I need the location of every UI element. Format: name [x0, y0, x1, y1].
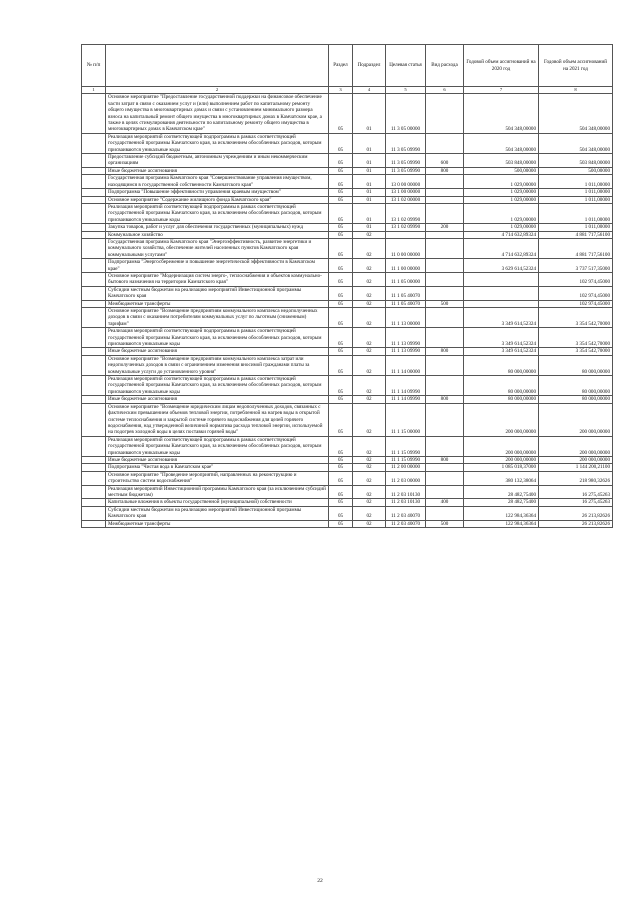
table-row: [82, 175, 613, 189]
table-row: [82, 94, 613, 133]
amount-2020-cell: 80 000,00000: [464, 355, 539, 375]
expense-type-cell: [426, 376, 464, 396]
expense-type-cell: [426, 231, 464, 238]
row-number-cell: [82, 286, 106, 300]
amount-2021-cell: 504 348,00000: [539, 133, 613, 153]
expense-type-cell: [426, 328, 464, 348]
podrazdel-cell: 01: [353, 175, 386, 189]
row-number-cell: [82, 224, 106, 231]
item-name-cell: Субсидии местным бюджетам на реализацию мероприятий Инвестиционной программы Камчатского края: [106, 506, 329, 520]
item-name-cell: Предоставление субсидий бюджетным, автономным учреждениям и иным некоммерческим организациям: [106, 154, 329, 168]
header-amount-2020: Годовой объем ассигнований на 2020 год: [464, 45, 539, 87]
amount-2021-cell: 4 881 717,56100: [539, 231, 613, 238]
amount-2020-cell: 80 000,00000: [464, 396, 539, 403]
podrazdel-cell: 02: [353, 403, 386, 436]
header-name: [106, 45, 329, 87]
podrazdel-cell: 02: [353, 436, 386, 456]
podrazdel-cell: 02: [353, 376, 386, 396]
amount-2021-cell: 504 348,00000: [539, 94, 613, 133]
row-number-cell: [82, 355, 106, 375]
row-number-cell: [82, 308, 106, 328]
expense-type-cell: [426, 308, 464, 328]
amount-2020-cell: [464, 286, 539, 300]
razdel-cell: 05: [329, 348, 353, 355]
amount-2020-cell: [464, 272, 539, 286]
amount-2021-cell: 3 737 517,35000: [539, 259, 613, 273]
page-number: 22: [317, 878, 323, 884]
expense-type-cell: 200: [426, 224, 464, 231]
table-row: [82, 376, 613, 396]
amount-2021-cell: 200 000,00000: [539, 436, 613, 456]
razdel-cell: 05: [329, 376, 353, 396]
item-name-cell: Подпрограмма "Энергосбережение и повышение энергетической эффективности в Камчатском крае": [106, 259, 329, 273]
razdel-cell: 05: [329, 203, 353, 223]
podrazdel-cell: 02: [353, 520, 386, 527]
item-name-cell: Основное мероприятие "Возмещение предприятиям коммунального комплекса затрат или недополученных доходов в связи с ограничением изменения вносимой гражданами платы за коммунальные услуги до установленного уровня": [106, 355, 329, 375]
column-index: 2: [106, 87, 329, 94]
expense-type-cell: [426, 471, 464, 485]
table-row: [82, 231, 613, 238]
expense-type-cell: 400: [426, 499, 464, 506]
column-index: 5: [386, 87, 426, 94]
target-article-cell: 11 1 05 40070: [386, 300, 426, 307]
table-row: [82, 308, 613, 328]
amount-2021-cell: 1 011,00000: [539, 175, 613, 189]
amount-2020-cell: 504 348,00000: [464, 133, 539, 153]
target-article-cell: 11 3 05 00000: [386, 94, 426, 133]
target-article-cell: 11 2 03 40070: [386, 520, 426, 527]
row-number-cell: [82, 485, 106, 499]
amount-2020-cell: 28 482,75400: [464, 485, 539, 499]
row-number-cell: [82, 520, 106, 527]
expense-type-cell: 800: [426, 456, 464, 463]
expense-type-cell: [426, 203, 464, 223]
target-article-cell: 11 2 00 00000: [386, 464, 426, 471]
razdel-cell: 05: [329, 308, 353, 328]
amount-2020-cell: 3 349 614,52324: [464, 348, 539, 355]
row-number-cell: [82, 348, 106, 355]
podrazdel-cell: 01: [353, 189, 386, 196]
row-number-cell: [82, 436, 106, 456]
razdel-cell: 05: [329, 520, 353, 527]
expense-type-cell: [426, 259, 464, 273]
podrazdel-cell: 02: [353, 272, 386, 286]
item-name-cell: Межбюджетные трансферты: [106, 300, 329, 307]
razdel-cell: 05: [329, 286, 353, 300]
amount-2020-cell: 3 629 614,52324: [464, 259, 539, 273]
expense-type-cell: [426, 403, 464, 436]
amount-2021-cell: 26 213,82626: [539, 520, 613, 527]
table-row: [82, 328, 613, 348]
target-article-cell: 11 2 03 00000: [386, 471, 426, 485]
amount-2021-cell: 1 011,00000: [539, 203, 613, 223]
razdel-cell: 05: [329, 485, 353, 499]
target-article-cell: 11 1 00 00000: [386, 259, 426, 273]
amount-2021-cell: 1 011,00000: [539, 224, 613, 231]
podrazdel-cell: 01: [353, 167, 386, 174]
amount-2020-cell: 80 000,00000: [464, 376, 539, 396]
item-name-cell: Государственная программа Камчатского края "Совершенствование управления имуществом, находящимся в государственной собственности Камчатского края": [106, 175, 329, 189]
table-row: [82, 520, 613, 527]
amount-2021-cell: 102 974,45000: [539, 272, 613, 286]
amount-2020-cell: 200 000,00000: [464, 436, 539, 456]
expense-type-cell: [426, 189, 464, 196]
razdel-cell: 05: [329, 259, 353, 273]
row-number-cell: [82, 403, 106, 436]
table-row: [82, 272, 613, 286]
target-article-cell: 11 1 15 00000: [386, 403, 426, 436]
expense-type-cell: [426, 94, 464, 133]
table-row: [82, 348, 613, 355]
target-article-cell: 13 1 02 09990: [386, 224, 426, 231]
amount-2020-cell: 504 348,00000: [464, 94, 539, 133]
table-row: [82, 499, 613, 506]
row-number-cell: [82, 499, 106, 506]
row-number-cell: [82, 133, 106, 153]
item-name-cell: Основное мероприятие "Предоставление государственной поддержки на финансовое обеспечение части затрат в связи с оказанием услуг и (или) выполнением работ по капитальному ремонту общего имущества в многоквартирных домах и связи с установлением минимального размера взноса на капитальный ремонт общего имущества в многоквартирных домах в Камчатском крае, а также в целях стимулирования деятельности по капитальному ремонту общего имущества в многоквартирных домах в Камчатском крае": [106, 94, 329, 133]
podrazdel-cell: 02: [353, 259, 386, 273]
target-article-cell: 13 1 02 09990: [386, 203, 426, 223]
amount-2021-cell: 80 000,00000: [539, 376, 613, 396]
podrazdel-cell: 01: [353, 224, 386, 231]
item-name-cell: Основное мероприятие "Проведение мероприятий, направленных на реконструкцию и строительство систем водоснабжения": [106, 471, 329, 485]
expense-type-cell: [426, 272, 464, 286]
header-amount-2021: Годовой объем ассигнований на 2021 год: [539, 45, 613, 87]
amount-2021-cell: 1 011,00000: [539, 189, 613, 196]
amount-2021-cell: 3 354 542,70000: [539, 308, 613, 328]
podrazdel-cell: 02: [353, 464, 386, 471]
target-article-cell: 11 1 14 09990: [386, 376, 426, 396]
item-name-cell: Подпрограмма "Повышение эффективности управления краевым имуществом": [106, 189, 329, 196]
target-article-cell: 11 1 15 09990: [386, 456, 426, 463]
target-article-cell: 13 1 02 00000: [386, 196, 426, 203]
razdel-cell: 05: [329, 231, 353, 238]
razdel-cell: 05: [329, 196, 353, 203]
amount-2020-cell: 4 714 632,89324: [464, 231, 539, 238]
expense-type-cell: [426, 464, 464, 471]
budget-table: [81, 44, 613, 528]
table-row: [82, 355, 613, 375]
column-index: 6: [426, 87, 464, 94]
podrazdel-cell: 02: [353, 308, 386, 328]
podrazdel-cell: 02: [353, 396, 386, 403]
expense-type-cell: [426, 196, 464, 203]
podrazdel-cell: 01: [353, 154, 386, 168]
razdel-cell: 05: [329, 403, 353, 436]
podrazdel-cell: 02: [353, 286, 386, 300]
amount-2020-cell: 200 000,00000: [464, 456, 539, 463]
header-target-article: Целевая статья: [386, 45, 426, 87]
target-article-cell: 11 1 13 09990: [386, 328, 426, 348]
item-name-cell: Межбюджетные трансферты: [106, 520, 329, 527]
amount-2021-cell: 16 275,45263: [539, 499, 613, 506]
podrazdel-cell: 02: [353, 499, 386, 506]
amount-2021-cell: 500,00000: [539, 167, 613, 174]
razdel-cell: 05: [329, 396, 353, 403]
amount-2020-cell: 503 848,00000: [464, 154, 539, 168]
amount-2020-cell: 1 085 018,37000: [464, 464, 539, 471]
expense-type-cell: 800: [426, 167, 464, 174]
podrazdel-cell: 02: [353, 348, 386, 355]
row-number-cell: [82, 167, 106, 174]
table-row: [82, 286, 613, 300]
razdel-cell: 05: [329, 189, 353, 196]
item-name-cell: Иные бюджетные ассигнования: [106, 348, 329, 355]
amount-2020-cell: 500,00000: [464, 167, 539, 174]
item-name-cell: Иные бюджетные ассигнования: [106, 456, 329, 463]
item-name-cell: Реализация мероприятий соответствующей подпрограммы в рамках соответствующей государственной программы Камчатского края, за исключением обособленных расходов, которым присваиваются уникальные коды: [106, 203, 329, 223]
item-name-cell: Основное мероприятие "Модернизация систем энерго-, теплоснабжения и объектов коммунально-бытового назначения на территории Камчатского края": [106, 272, 329, 286]
amount-2021-cell: 3 354 542,70000: [539, 328, 613, 348]
target-article-cell: 11 2 03 10130: [386, 485, 426, 499]
table-row: [82, 189, 613, 196]
amount-2020-cell: 28 482,75400: [464, 499, 539, 506]
row-number-cell: [82, 300, 106, 307]
amount-2020-cell: 4 714 632,89324: [464, 238, 539, 258]
row-number-cell: [82, 238, 106, 258]
table-row: [82, 471, 613, 485]
podrazdel-cell: 02: [353, 231, 386, 238]
row-number-cell: [82, 456, 106, 463]
target-article-cell: 11 1 05 00000: [386, 272, 426, 286]
item-name-cell: Реализация мероприятий соответствующей подпрограммы в рамках соответствующей государственной программы Камчатского края, за исключением обособленных расходов, которым присваиваются уникальные коды: [106, 328, 329, 348]
podrazdel-cell: 02: [353, 238, 386, 258]
expense-type-cell: [426, 238, 464, 258]
column-index-row: [82, 87, 613, 94]
target-article-cell: 11 1 15 09990: [386, 436, 426, 456]
amount-2020-cell: 1 029,00000: [464, 224, 539, 231]
column-index: 3: [329, 87, 353, 94]
razdel-cell: 05: [329, 456, 353, 463]
amount-2020-cell: 1 029,00000: [464, 196, 539, 203]
target-article-cell: 11 1 13 00000: [386, 308, 426, 328]
amount-2021-cell: 218 980,32626: [539, 471, 613, 485]
amount-2021-cell: 503 848,00000: [539, 154, 613, 168]
table-row: [82, 196, 613, 203]
item-name-cell: Подпрограмма "Чистая вода в Камчатском крае": [106, 464, 329, 471]
podrazdel-cell: 02: [353, 355, 386, 375]
expense-type-cell: 600: [426, 154, 464, 168]
row-number-cell: [82, 189, 106, 196]
expense-type-cell: [426, 175, 464, 189]
row-number-cell: [82, 471, 106, 485]
table-row: [82, 403, 613, 436]
table-row: [82, 485, 613, 499]
header-number: № п/п: [82, 45, 106, 87]
table-row: [82, 456, 613, 463]
table-row: [82, 133, 613, 153]
amount-2020-cell: 1 029,00000: [464, 175, 539, 189]
row-number-cell: [82, 175, 106, 189]
item-name-cell: Реализация мероприятий соответствующей подпрограммы в рамках соответствующей государственной программы Камчатского края, за исключением обособленных расходов, которым присваиваются уникальные коды: [106, 133, 329, 153]
target-article-cell: 11 1 13 09990: [386, 348, 426, 355]
header-podrazdel: Подраздел: [353, 45, 386, 87]
amount-2020-cell: 380 132,38064: [464, 471, 539, 485]
header-razdel: Раздел: [329, 45, 353, 87]
amount-2020-cell: 122 984,36364: [464, 520, 539, 527]
amount-2021-cell: 102 974,45000: [539, 300, 613, 307]
amount-2020-cell: 200 000,00000: [464, 403, 539, 436]
table-row: [82, 238, 613, 258]
item-name-cell: Иные бюджетные ассигнования: [106, 167, 329, 174]
amount-2020-cell: 122 984,36364: [464, 506, 539, 520]
target-article-cell: [386, 231, 426, 238]
expense-type-cell: [426, 133, 464, 153]
razdel-cell: 05: [329, 94, 353, 133]
razdel-cell: 05: [329, 300, 353, 307]
podrazdel-cell: 02: [353, 456, 386, 463]
header-expense-type: Вид расхода: [426, 45, 464, 87]
row-number-cell: [82, 328, 106, 348]
razdel-cell: 05: [329, 238, 353, 258]
amount-2020-cell: 3 349 614,52324: [464, 328, 539, 348]
item-name-cell: Реализация мероприятий соответствующей подпрограммы в рамках соответствующей государственной программы Камчатского края, за исключением обособленных расходов, которым присваиваются уникальные коды: [106, 436, 329, 456]
razdel-cell: 05: [329, 471, 353, 485]
target-article-cell: 13 1 00 00000: [386, 189, 426, 196]
razdel-cell: 05: [329, 175, 353, 189]
amount-2021-cell: 4 881 717,56100: [539, 238, 613, 258]
amount-2021-cell: 1 144 200,21100: [539, 464, 613, 471]
expense-type-cell: [426, 436, 464, 456]
amount-2020-cell: [464, 300, 539, 307]
row-number-cell: [82, 203, 106, 223]
amount-2021-cell: 16 275,45263: [539, 485, 613, 499]
amount-2020-cell: 3 349 614,52324: [464, 308, 539, 328]
amount-2021-cell: 80 000,00000: [539, 396, 613, 403]
razdel-cell: 05: [329, 464, 353, 471]
amount-2021-cell: 200 000,00000: [539, 456, 613, 463]
row-number-cell: [82, 506, 106, 520]
target-article-cell: 11 1 05 40070: [386, 286, 426, 300]
item-name-cell: Реализация мероприятий Инвестиционной программы Камчатского края (за исключением субсидий местным бюджетам): [106, 485, 329, 499]
razdel-cell: 05: [329, 328, 353, 348]
amount-2021-cell: 80 000,00000: [539, 355, 613, 375]
expense-type-cell: 800: [426, 396, 464, 403]
podrazdel-cell: 01: [353, 133, 386, 153]
expense-type-cell: [426, 485, 464, 499]
table-header-row: [82, 45, 613, 87]
item-name-cell: Субсидии местным бюджетам на реализацию мероприятий Инвестиционной программы Камчатского края: [106, 286, 329, 300]
podrazdel-cell: 01: [353, 196, 386, 203]
podrazdel-cell: 01: [353, 203, 386, 223]
amount-2021-cell: 102 974,45000: [539, 286, 613, 300]
target-article-cell: 13 0 00 00000: [386, 175, 426, 189]
target-article-cell: 11 3 05 09990: [386, 133, 426, 153]
amount-2020-cell: 1 029,00000: [464, 189, 539, 196]
podrazdel-cell: 02: [353, 300, 386, 307]
amount-2021-cell: 1 011,00000: [539, 196, 613, 203]
table-row: [82, 436, 613, 456]
table-row: [82, 259, 613, 273]
column-index: 7: [464, 87, 539, 94]
row-number-cell: [82, 272, 106, 286]
expense-type-cell: 800: [426, 348, 464, 355]
table-row: [82, 203, 613, 223]
amount-2021-cell: 3 354 542,70000: [539, 348, 613, 355]
target-article-cell: 11 1 14 00000: [386, 355, 426, 375]
podrazdel-cell: 02: [353, 506, 386, 520]
table-row: [82, 167, 613, 174]
razdel-cell: 05: [329, 499, 353, 506]
table-row: [82, 396, 613, 403]
item-name-cell: Основное мероприятие "Содержание жилищного фонда Камчатского края": [106, 196, 329, 203]
expense-type-cell: 500: [426, 520, 464, 527]
razdel-cell: 05: [329, 272, 353, 286]
expense-type-cell: [426, 355, 464, 375]
amount-2021-cell: 200 000,00000: [539, 403, 613, 436]
item-name-cell: Государственная программа Камчатского края "Энергоэффективность, развитие энергетики и коммунального хозяйства, обеспечение жителей населенных пунктов Камчатского края коммунальными услугами": [106, 238, 329, 258]
item-name-cell: Коммунальное хозяйство: [106, 231, 329, 238]
item-name-cell: Основное мероприятие "Возмещение юридическим лицам недополученных доходов, связанных с фактическим превышением объемов тепловой энергии, потребленной на нагрев воды в открытой системе теплоснабжения и закрытой системе горячего водоснабжения для целей горячего водоснабжения, над утвержденной величиной норматива расхода тепловой энергии, используемой на подогрев холодной воды в целях поставки горячей воды": [106, 403, 329, 436]
target-article-cell: 11 3 05 09990: [386, 167, 426, 174]
column-index: 8: [539, 87, 613, 94]
razdel-cell: 05: [329, 355, 353, 375]
expense-type-cell: [426, 286, 464, 300]
column-index: 4: [353, 87, 386, 94]
table-row: [82, 154, 613, 168]
razdel-cell: 05: [329, 506, 353, 520]
razdel-cell: 05: [329, 167, 353, 174]
row-number-cell: [82, 196, 106, 203]
razdel-cell: 05: [329, 133, 353, 153]
table-row: [82, 464, 613, 471]
row-number-cell: [82, 464, 106, 471]
podrazdel-cell: 02: [353, 328, 386, 348]
table-row: [82, 300, 613, 307]
row-number-cell: [82, 396, 106, 403]
expense-type-cell: 500: [426, 300, 464, 307]
item-name-cell: Реализация мероприятий соответствующей подпрограммы в рамках соответствующей государственной программы Камчатского края, за исключением обособленных расходов, которым присваиваются уникальные коды: [106, 376, 329, 396]
item-name-cell: Капитальные вложения в объекты государственной (муниципальной) собственности: [106, 499, 329, 506]
item-name-cell: Основное мероприятие "Возмещение предприятиям коммунального комплекса недополученных доходов в связи с оказанием потребителям коммунальных услуг по льготным (сниженным) тарифам": [106, 308, 329, 328]
column-index: 1: [82, 87, 106, 94]
podrazdel-cell: 01: [353, 94, 386, 133]
podrazdel-cell: 02: [353, 471, 386, 485]
target-article-cell: 11 0 00 00000: [386, 238, 426, 258]
razdel-cell: 05: [329, 224, 353, 231]
target-article-cell: 11 2 03 40070: [386, 506, 426, 520]
target-article-cell: 11 2 03 10130: [386, 499, 426, 506]
row-number-cell: [82, 154, 106, 168]
target-article-cell: 11 1 14 09990: [386, 396, 426, 403]
row-number-cell: [82, 376, 106, 396]
amount-2021-cell: 26 213,82626: [539, 506, 613, 520]
row-number-cell: [82, 231, 106, 238]
row-number-cell: [82, 259, 106, 273]
table-row: [82, 506, 613, 520]
item-name-cell: Закупка товаров, работ и услуг для обеспечения государственных (муниципальных) нужд: [106, 224, 329, 231]
row-number-cell: [82, 94, 106, 133]
item-name-cell: Иные бюджетные ассигнования: [106, 396, 329, 403]
podrazdel-cell: 02: [353, 485, 386, 499]
razdel-cell: 05: [329, 436, 353, 456]
expense-type-cell: [426, 506, 464, 520]
table-row: [82, 224, 613, 231]
amount-2020-cell: 1 029,00000: [464, 203, 539, 223]
target-article-cell: 11 3 05 09990: [386, 154, 426, 168]
razdel-cell: 05: [329, 154, 353, 168]
